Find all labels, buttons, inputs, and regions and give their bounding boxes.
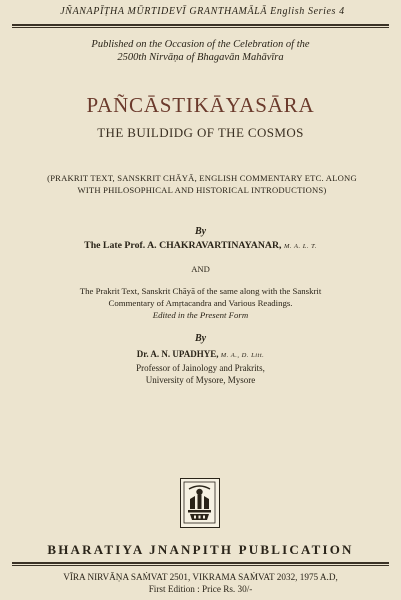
imprint-dates: VĪRA NIRVĀṆA SAṀVAT 2501, VIKRAMA SAṀVAT 2032, 1975 A.D, — [63, 572, 338, 582]
author-2-title: Professor of Jainology and Prakrits, — [136, 363, 265, 373]
description-line-1: (PRAKRIT TEXT, SANSKRIT CHĀYĀ, ENGLISH COMMENTARY ETC. ALONG — [47, 173, 357, 183]
prakrit-note — [30, 285, 371, 321]
author-2-affiliation: University of Mysore, Mysore — [145, 375, 256, 385]
top-rule-thin — [12, 27, 389, 28]
bottom-rule-thick — [12, 562, 389, 564]
prakrit-line-2: Commentary of Amṛtacandra and Various Readings. — [108, 298, 293, 308]
content-description — [22, 172, 382, 196]
bottom-rule-thin — [12, 565, 389, 566]
by-label-1: By — [194, 226, 207, 237]
series-header: JÑANAPĪṬHA MŪRTIDEVĪ GRANTHAMĀLĀ English Series 4 — [60, 6, 345, 17]
description-line-2: WITH PHILOSOPHICAL AND HISTORICAL INTRODUCTIONS) — [77, 185, 327, 195]
imprint-footer — [20, 571, 381, 595]
edited-note: Edited in the Present Form — [152, 310, 249, 320]
prakrit-line-1: The Prakrit Text, Sanskrit Chāyā of the same along with the Sanskrit — [79, 286, 322, 296]
occasion-line-1: Published on the Occasion of the Celebration of the — [91, 39, 310, 50]
occasion-note — [40, 38, 361, 64]
edition-price: First Edition : Price Rs. 30/- — [148, 584, 253, 594]
author-1-degree: M. A. L. T. — [283, 243, 317, 250]
author-2-name: Dr. A. N. UPADHYE, — [136, 349, 219, 359]
book-subtitle: THE BUILDIDG OF THE COSMOS — [97, 125, 304, 140]
by-label-2: By — [194, 333, 207, 344]
top-rule-thick — [12, 24, 389, 26]
author-1-name: The Late Prof. A. CHAKRAVARTINAYANAR, — [84, 240, 282, 251]
and-separator: AND — [191, 264, 210, 274]
publisher-name: BHARATIYA JNANPITH PUBLICATION — [47, 542, 354, 557]
emblem-graphic — [181, 479, 218, 526]
book-title: PAÑCĀSTIKĀYASĀRA — [86, 93, 315, 117]
author-2 — [20, 348, 381, 386]
author-1 — [20, 240, 381, 251]
author-2-degree: M. A., D. Litt. — [220, 352, 265, 359]
occasion-line-2: 2500th Nirvāṇa of Bhagavān Mahāvīra — [117, 52, 284, 63]
jnanpith-emblem-icon — [180, 478, 220, 528]
